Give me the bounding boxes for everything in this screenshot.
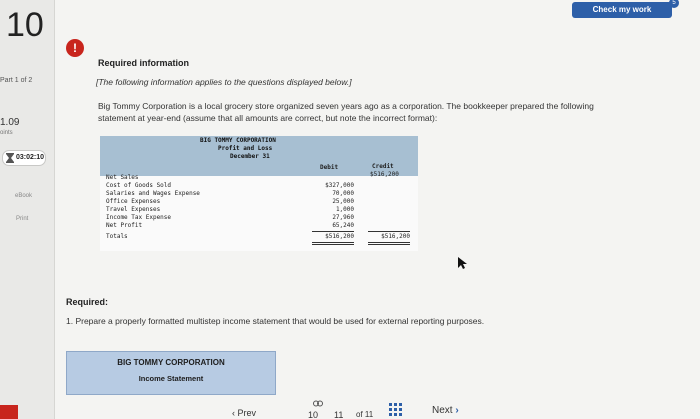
row-debit: $516,200 [325,233,354,240]
chevron-right-icon: › [452,405,459,416]
row-debit: 70,000 [332,190,354,197]
row-label: Cost of Goods Sold [106,182,172,189]
statement-title: Profit and Loss [218,145,273,152]
ebook-link[interactable]: eBook [15,193,33,199]
left-sidebar [0,0,55,419]
statement-header [100,136,418,176]
prev-button[interactable] [232,408,256,418]
points-value: 1.09 [0,117,20,128]
part-indicator: Part 1 of 2 [0,77,33,84]
credit-underline [368,231,410,232]
page-current[interactable]: 10 [308,410,319,419]
statement-row [106,222,416,230]
row-debit: 27,960 [332,214,354,221]
task-text: 1. Prepare a properly formatted multistep income statement that would be used for external reporting purposes. [66,316,485,326]
row-debit: 1,000 [335,206,354,213]
page-total: of 11 [356,410,374,419]
debit-double-underline [312,242,354,245]
hourglass-icon [6,153,14,163]
timer [2,150,46,166]
income-statement-table [66,351,276,395]
debit-header: Debit [320,164,339,171]
timer-value: 03:02:10 [16,154,45,161]
print-link[interactable]: Print [16,216,29,222]
row-label: Income Tax Expense [106,214,172,221]
row-label: Travel Expenses [106,206,161,213]
required-heading: Required: [66,297,109,307]
row-label: Salaries and Wages Expense [106,190,200,197]
attempts-badge: 5 [669,0,679,8]
credit-net-sales: $516,200 [370,171,399,178]
statement-row [106,182,416,190]
problem-paragraph: Big Tommy Corporation is a local grocery store organized seven years ago as a corporation. The bookkeeper prepared the following statement at year-end (assume that all amounts are correct, but note the incorrect format): [98,101,594,123]
points-label: oints [0,130,13,136]
check-my-work-button[interactable]: Check my work [572,2,672,18]
debit-underline [312,231,354,232]
row-debit: 65,240 [332,222,354,229]
statement-row [106,190,416,198]
next-label: Next [432,405,453,416]
required-information-heading: Required information [98,58,190,68]
statement-company: BIG TOMMY CORPORATION [200,137,276,144]
page-next-number[interactable]: 11 [334,410,344,419]
answer-title: Income Statement [138,374,204,383]
mouse-cursor-icon [458,257,468,269]
row-label: Office Expenses [106,198,161,205]
statement-row [106,174,416,182]
chevron-left-icon: ‹ [232,408,238,418]
alert-icon: ! [66,39,84,57]
references-tab[interactable] [0,405,18,419]
answer-company: BIG TOMMY CORPORATION [117,358,225,367]
row-label: Net Sales [106,174,139,181]
statement-date: December 31 [230,153,270,160]
grid-icon[interactable] [389,403,402,416]
info-note: [The following information applies to the questions displayed below.] [96,77,352,87]
question-number: 10 [6,6,44,44]
statement-row [106,206,416,214]
statement-row [106,214,416,222]
next-button[interactable] [432,405,459,416]
row-label: Net Profit [106,222,143,229]
row-debit: $327,000 [325,182,354,189]
statement-row-totals [106,233,416,241]
credit-double-underline [368,242,410,245]
row-label: Totals [106,233,128,240]
link-icon [313,400,323,407]
row-debit: 25,000 [332,198,354,205]
profit-loss-statement [100,136,418,251]
prev-label: Prev [237,408,257,418]
row-credit: $516,200 [381,233,410,240]
statement-row [106,198,416,206]
credit-header: Credit [372,163,394,170]
